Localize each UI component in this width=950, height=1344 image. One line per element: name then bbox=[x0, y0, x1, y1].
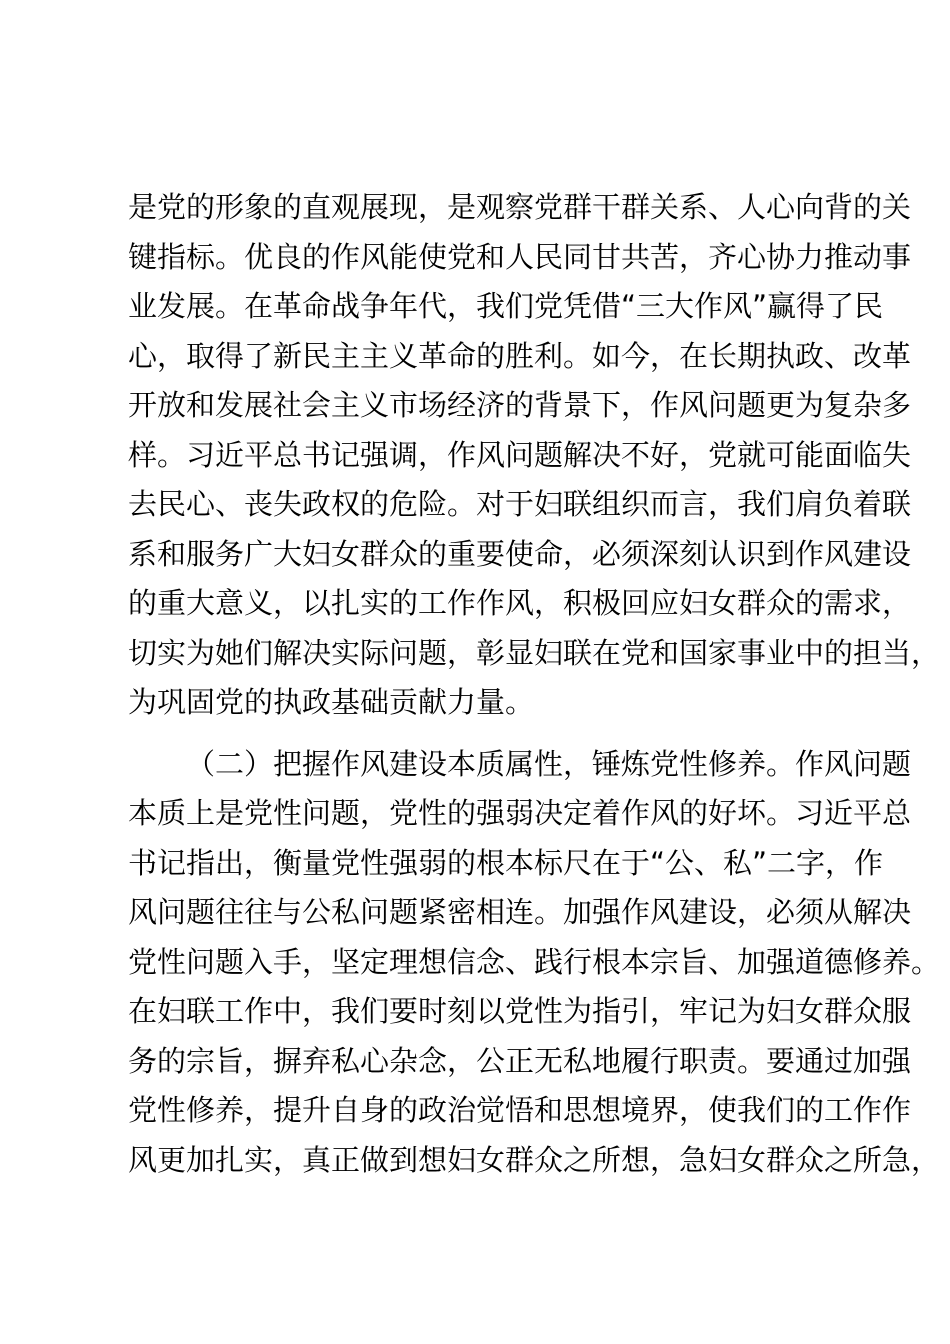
text-line: 本质上是党性问题，党性的强弱决定着作风的好坏。习近平总 bbox=[128, 796, 912, 830]
text-line: 书记指出，衡量党性强弱的根本标尺在于“公、私”二字，作 bbox=[128, 845, 884, 880]
text-line: 为巩固党的执政基础贡献力量。 bbox=[128, 685, 535, 719]
text-line: 心，取得了新民主主义革命的胜利。如今，在长期执政、改革 bbox=[128, 338, 912, 373]
text-line: 系和服务广大妇女群众的重要使命，必须深刻认识到作风建设 bbox=[128, 536, 912, 571]
body-text bbox=[128, 183, 941, 1185]
paragraph-1 bbox=[128, 183, 941, 728]
text-line: 务的宗旨，摒弃私心杂念，公正无私地履行职责。要通过加强 bbox=[128, 1043, 912, 1078]
text-line: 党性修养，提升自身的政治觉悟和思想境界，使我们的工作作 bbox=[128, 1093, 912, 1127]
text-line: 是党的形象的直观展现，是观察党群干群关系、人心向背的关 bbox=[128, 190, 912, 224]
paragraph-gap bbox=[128, 728, 868, 740]
text-line: 键指标。优良的作风能使党和人民同甘共苦，齐心协力推动事 bbox=[128, 239, 912, 274]
text-line: 切实为她们解决实际问题，彰显妇联在党和国家事业中的担当， bbox=[128, 635, 941, 670]
text-line: 的重大意义，以扎实的工作作风，积极回应妇女群众的需求， bbox=[128, 586, 912, 620]
text-line: 在妇联工作中，我们要时刻以党性为指引，牢记为妇女群众服 bbox=[128, 994, 912, 1028]
text-line: 风问题往往与公私问题紧密相连。加强作风建设，必须从解决 bbox=[128, 895, 912, 929]
text-line: 业发展。在革命战争年代，我们党凭借“三大作风”赢得了民 bbox=[128, 289, 884, 323]
text-line: 党性问题入手，坚定理想信念、践行根本宗旨、加强道德修养。 bbox=[128, 944, 941, 979]
text-line: 去民心、丧失政权的危险。对于妇联组织而言，我们肩负着联 bbox=[128, 487, 912, 521]
paragraph-2 bbox=[128, 740, 941, 1186]
text-line: 风更加扎实，真正做到想妇女群众之所想，急妇女群众之所急， bbox=[128, 1142, 941, 1177]
text-line: 开放和发展社会主义市场经济的背景下，作风问题更为复杂多 bbox=[128, 388, 912, 422]
text-line: 样。习近平总书记强调，作风问题解决不好，党就可能面临失 bbox=[128, 437, 912, 472]
text-line: （二）把握作风建设本质属性，锤炼党性修养。作风问题 bbox=[186, 746, 912, 781]
